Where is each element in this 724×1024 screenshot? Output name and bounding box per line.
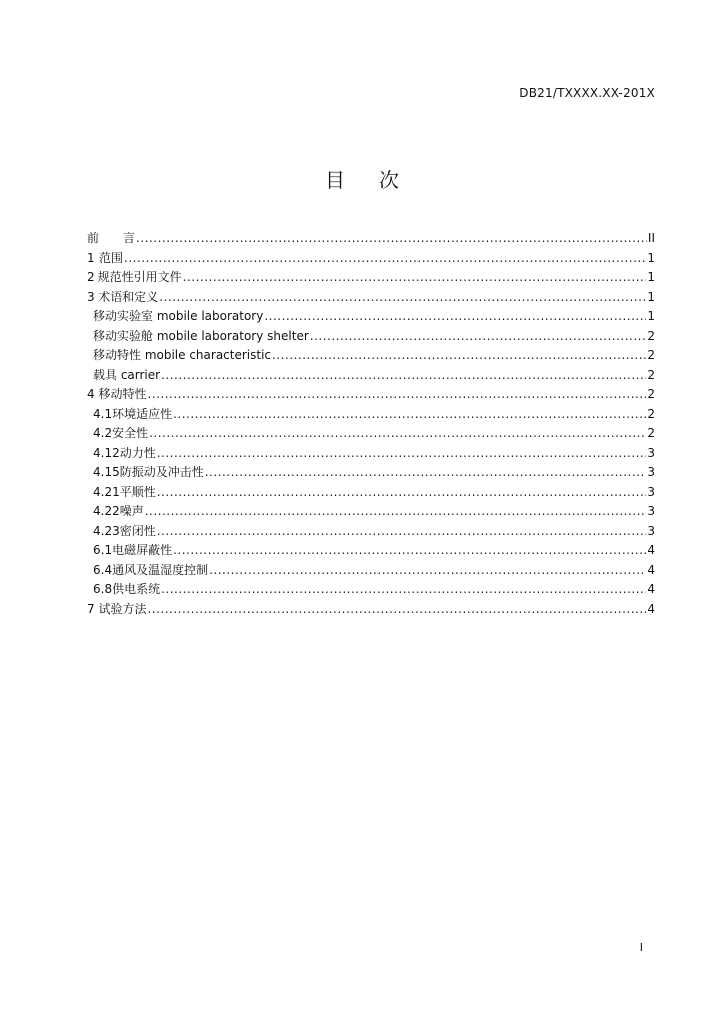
toc-entry-electromagnetic-shielding[interactable] xyxy=(87,541,655,561)
dot-leader xyxy=(145,502,647,522)
toc-entry-title: 前 言 xyxy=(87,231,136,245)
dot-leader xyxy=(159,288,646,308)
toc-entry-title: 移动特性 xyxy=(98,387,147,401)
toc-entry-terms-definitions[interactable] xyxy=(87,288,655,308)
title-char-1: 目 xyxy=(325,168,345,192)
toc-entry-page: 2 xyxy=(647,387,655,401)
toc-entry-page: 3 xyxy=(647,504,655,518)
toc-entry-number: 6.8 xyxy=(93,582,113,596)
toc-entry-safety[interactable] xyxy=(87,424,655,444)
toc-entry-page: 2 xyxy=(647,348,655,362)
toc-entry-title: 环境适应性 xyxy=(112,406,173,421)
toc-entry-title: 移动特性 mobile characteristic xyxy=(93,348,272,362)
dot-leader xyxy=(157,522,647,542)
dot-leader xyxy=(173,405,646,425)
dot-leader xyxy=(124,249,646,269)
toc-entry-number: 4.12 xyxy=(93,445,120,460)
page-title xyxy=(0,164,724,193)
toc-entry-title: 密闭性 xyxy=(119,523,156,538)
toc-entry-page: 4 xyxy=(647,601,655,616)
dot-leader xyxy=(209,561,646,581)
toc-entry-title: 通风及温湿度控制 xyxy=(112,562,209,577)
toc-entry-page: 3 xyxy=(647,523,655,538)
toc-entry-page: 4 xyxy=(647,562,655,577)
toc-entry-airtightness[interactable] xyxy=(87,522,655,542)
toc-entry-page: 3 xyxy=(647,465,655,479)
dot-leader xyxy=(157,483,647,503)
toc-entry-page: 4 xyxy=(647,582,655,596)
toc-entry-page: 4 xyxy=(647,543,655,557)
table-of-contents xyxy=(87,229,655,619)
toc-entry-title: 电磁屏蔽性 xyxy=(112,543,173,557)
toc-entry-normative-references[interactable] xyxy=(87,268,655,288)
toc-entry-environmental-adaptability[interactable] xyxy=(87,405,655,425)
toc-entry-title: 供电系统 xyxy=(112,582,161,596)
dot-leader xyxy=(157,444,647,464)
toc-entry-mobile-characteristics[interactable] xyxy=(87,385,655,405)
toc-entry-title: 噪声 xyxy=(119,504,144,518)
toc-entry-page: 2 xyxy=(647,426,655,440)
page-number: I xyxy=(639,941,643,954)
toc-entry-page: 3 xyxy=(647,484,655,499)
toc-entry-power-supply-system[interactable] xyxy=(87,580,655,600)
dot-leader xyxy=(205,463,647,483)
toc-entry-mobile-characteristic[interactable] xyxy=(87,346,655,366)
toc-entry-mobile-laboratory[interactable] xyxy=(87,307,655,327)
toc-entry-title: 安全性 xyxy=(112,426,149,440)
dot-leader xyxy=(264,307,646,327)
toc-entry-number: 2 xyxy=(87,270,95,284)
toc-entry-number: 3 xyxy=(87,289,95,304)
toc-entry-title: 载具 carrier xyxy=(93,367,161,382)
document-code: DB21/TXXXX.XX-201X xyxy=(519,86,655,100)
toc-entry-number: 1 xyxy=(87,250,95,265)
toc-entry-number: 7 xyxy=(87,601,95,616)
toc-entry-number: 4.21 xyxy=(93,484,120,499)
toc-entry-number: 4.2 xyxy=(93,426,113,440)
toc-entry-title: 规范性引用文件 xyxy=(97,270,182,284)
dot-leader xyxy=(272,346,646,366)
toc-entry-foreword[interactable] xyxy=(87,229,655,249)
toc-entry-page: 2 xyxy=(647,328,655,343)
toc-entry-title: 范围 xyxy=(99,250,124,265)
toc-entry-title: 动力性 xyxy=(119,445,156,460)
toc-entry-number: 4.23 xyxy=(93,523,120,538)
dot-leader xyxy=(149,424,646,444)
toc-entry-number: 6.4 xyxy=(93,562,113,577)
toc-entry-number: 4.22 xyxy=(93,504,120,518)
dot-leader xyxy=(173,541,646,561)
title-char-2: 次 xyxy=(379,168,399,192)
toc-entry-ride-comfort[interactable] xyxy=(87,483,655,503)
toc-entry-page: 1 xyxy=(647,250,655,265)
toc-entry-title: 平顺性 xyxy=(119,484,156,499)
dot-leader xyxy=(310,327,647,347)
dot-leader xyxy=(161,366,646,386)
toc-entry-scope[interactable] xyxy=(87,249,655,269)
toc-entry-page: 3 xyxy=(647,445,655,460)
toc-entry-page: II xyxy=(647,231,655,245)
toc-entry-number: 4.15 xyxy=(93,465,120,479)
toc-entry-carrier[interactable] xyxy=(87,366,655,386)
toc-entry-title: 防振动及冲击性 xyxy=(119,465,204,479)
toc-entry-number: 4.1 xyxy=(93,406,113,421)
toc-entry-page: 1 xyxy=(647,309,655,323)
toc-entry-page: 2 xyxy=(647,406,655,421)
toc-entry-number: 6.1 xyxy=(93,543,113,557)
toc-entry-test-methods[interactable] xyxy=(87,600,655,620)
toc-entry-ventilation-humidity-control[interactable] xyxy=(87,561,655,581)
dot-leader xyxy=(136,229,647,249)
dot-leader xyxy=(183,268,647,288)
toc-entry-number: 4 xyxy=(87,387,95,401)
toc-entry-page: 1 xyxy=(647,289,655,304)
dot-leader xyxy=(147,600,646,620)
toc-entry-title: 移动实验室 mobile laboratory xyxy=(93,309,264,323)
toc-entry-title: 移动实验舱 mobile laboratory shelter xyxy=(93,328,309,343)
toc-entry-title: 术语和定义 xyxy=(98,289,159,304)
toc-entry-mobile-laboratory-shelter[interactable] xyxy=(87,327,655,347)
toc-entry-vibration-shock-resistance[interactable] xyxy=(87,463,655,483)
toc-entry-page: 1 xyxy=(647,270,655,284)
dot-leader xyxy=(161,580,646,600)
toc-entry-noise[interactable] xyxy=(87,502,655,522)
toc-entry-page: 2 xyxy=(647,367,655,382)
toc-entry-power-performance[interactable] xyxy=(87,444,655,464)
toc-entry-title: 试验方法 xyxy=(98,601,147,616)
dot-leader xyxy=(147,385,646,405)
